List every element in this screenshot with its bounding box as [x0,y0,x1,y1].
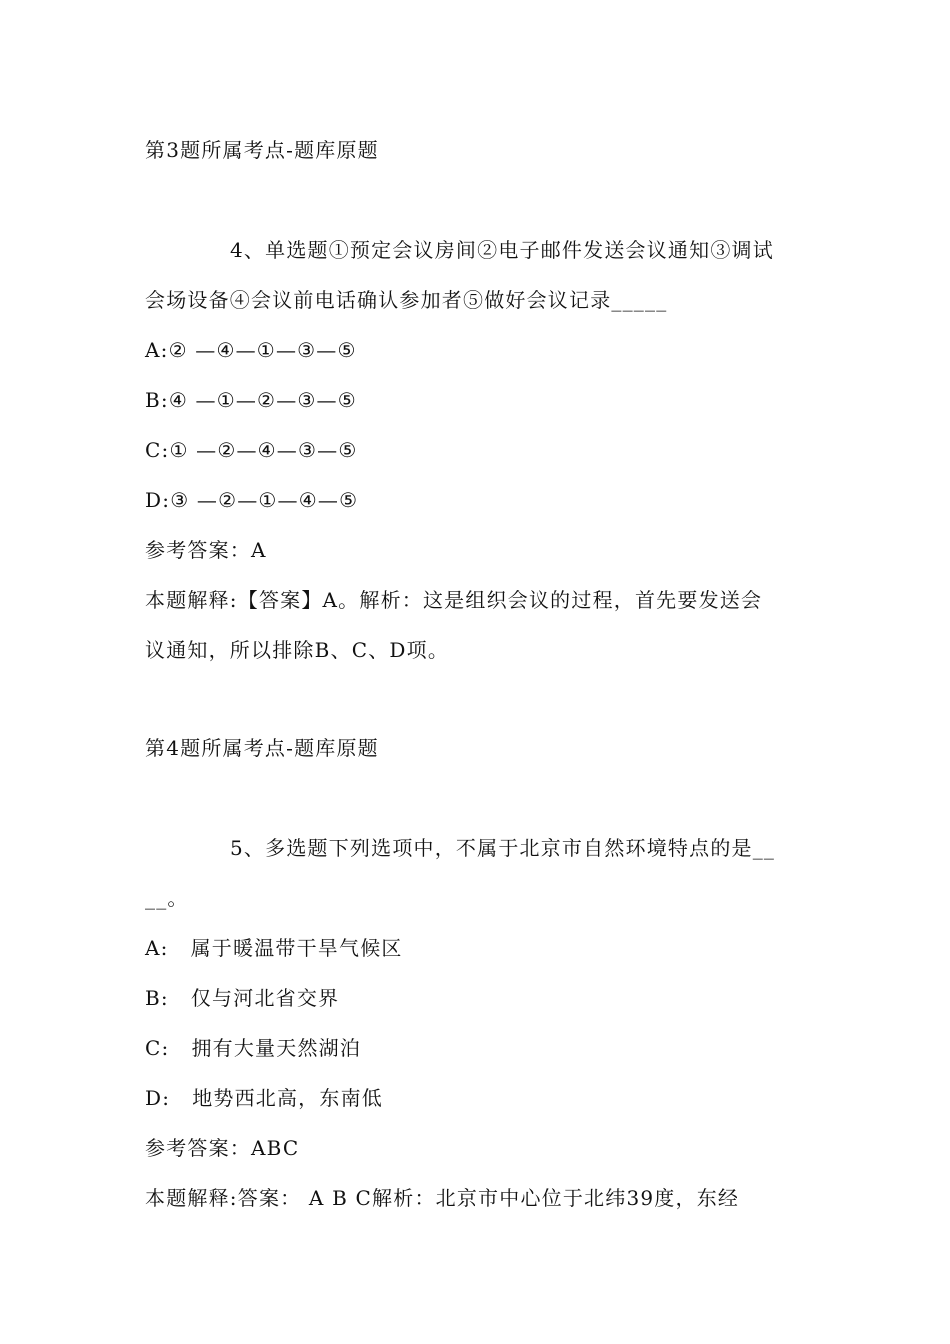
option-text: 仅与河北省交界 [190,986,340,1010]
option-text: 属于暖温带干旱气候区 [190,936,403,960]
q5-option-a [145,934,810,962]
q4-explanation-line1: 本题解释:【答案】A。解析：这是组织会议的过程，首先要发送会 [145,588,763,612]
q4-option-c [145,436,810,464]
q4-option-a [145,336,810,364]
q5-option-b [145,984,810,1012]
option-letter: D: [145,1086,171,1110]
q5-stem-line1: 5、多选题下列选项中，不属于北京市自然环境特点的是__ [230,836,776,860]
q5-explanation-line1: 本题解释:答案： A B C解析：北京市中心位于北纬39度，东经 [145,1186,740,1210]
option-text: 拥有大量天然湖泊 [191,1036,362,1060]
q5-option-c [145,1034,810,1062]
q4-option-d [145,486,810,514]
q4-explanation-line2: 议通知，所以排除B、C、D项。 [145,638,450,662]
q5-option-d [145,1084,810,1112]
q4-answer: 参考答案：A [145,538,267,562]
option-text: 地势西北高，东南低 [192,1086,383,1110]
q4-stem-line2: 会场设备④会议前电话确认参加者⑤做好会议记录_____ [145,288,668,312]
option-letter: A: [145,936,169,960]
option-text: ④ —①—②—③—⑤ [168,388,357,412]
q5-stem-line2: __。 [145,886,189,910]
option-text: ② —④—①—③—⑤ [168,338,357,362]
q4-option-b [145,386,810,414]
option-letter: A: [145,338,169,362]
option-letter: C: [145,1036,170,1060]
q4-stem-line1: 4、单选题①预定会议房间②电子邮件发送会议通知③调试 [230,238,774,262]
option-letter: C: [145,438,170,462]
q5-answer: 参考答案：ABC [145,1136,300,1160]
option-letter: B: [145,388,169,412]
section4-source: 第4题所属考点-题库原题 [145,736,379,760]
option-letter: D: [145,488,171,512]
option-text: ① —②—④—③—⑤ [169,438,358,462]
option-letter: B: [145,986,169,1010]
section3-source: 第3题所属考点-题库原题 [145,138,379,162]
option-text: ③ —②—①—④—⑤ [170,488,359,512]
